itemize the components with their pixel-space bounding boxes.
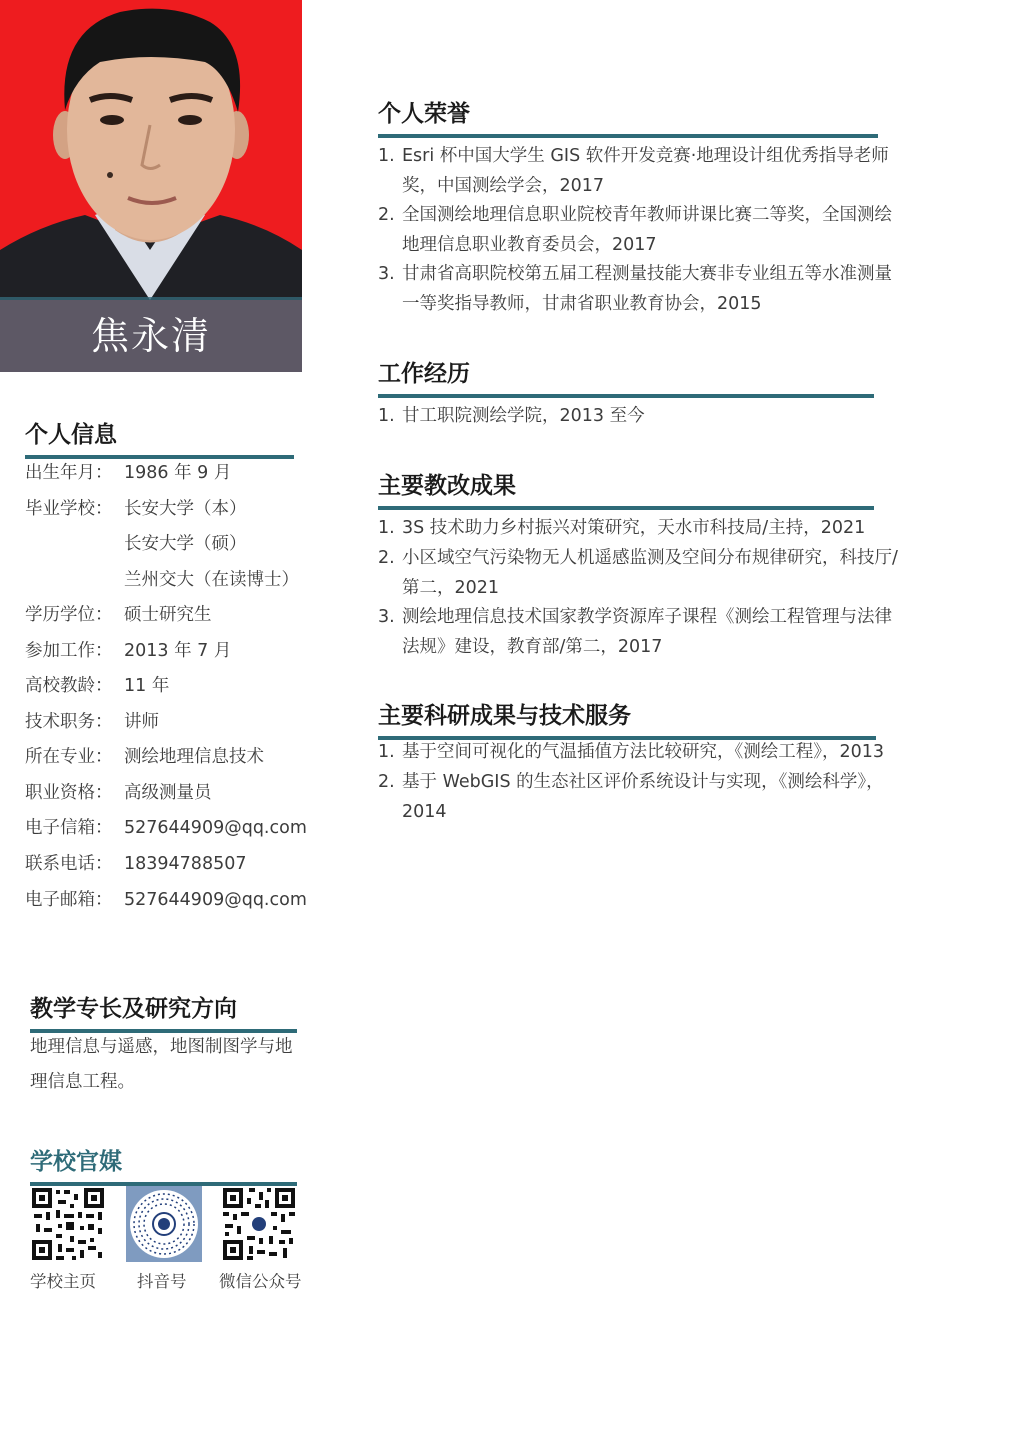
info-label: 毕业学校： — [25, 499, 113, 519]
list-text: Esri 杯中国大学生 GIS 软件开发竞赛·地理设计组优秀指导老师奖，中国测绘学会，2017 — [402, 146, 889, 196]
list-text: 甘肃省高职院校第五届工程测量技能大赛非专业组五等水准测量一等奖指导教师，甘肃省职业教育协会，2015 — [402, 264, 892, 314]
list-item — [378, 260, 908, 319]
info-value: 1986 年 9 月 — [124, 463, 232, 483]
list-item — [378, 402, 908, 432]
list-number: 1. — [378, 742, 395, 762]
info-row — [25, 707, 159, 737]
info-row — [25, 778, 212, 808]
info-value: 2013 年 7 月 — [124, 641, 232, 661]
teaching-text: 地理信息与遥感，地图制图学与地理信息工程。 — [30, 1037, 293, 1092]
info-value: 讲师 — [124, 712, 159, 732]
list-item — [378, 603, 908, 662]
list-text: 基于 WebGIS 的生态社区评价系统设计与实现，《测绘科学》，2014 — [402, 772, 884, 822]
phone-value[interactable]: 18394788507 — [124, 854, 247, 874]
list-number: 1. — [378, 406, 395, 426]
list-text: 3S 技术助力乡村振兴对策研究，天水市科技局/主持，2021 — [402, 518, 866, 538]
personal-info-heading: 个人信息 — [25, 416, 294, 459]
info-label: 高校教龄： — [25, 676, 113, 696]
info-value: 高级测量员 — [124, 783, 212, 803]
list-item — [378, 738, 908, 768]
info-row — [25, 494, 247, 524]
qr-caption: 学校主页 — [30, 1272, 96, 1291]
info-value: 长安大学（硕） — [124, 534, 247, 554]
work-heading: 工作经历 — [378, 355, 874, 398]
list-number: 3. — [378, 264, 395, 284]
info-row — [25, 529, 247, 559]
info-value: 测绘地理信息技术 — [124, 747, 264, 767]
list-text: 全国测绘地理信息职业院校青年教师讲课比赛二等奖，全国测绘地理信息职业教育委员会，2017 — [402, 205, 892, 255]
info-label: 出生年月： — [25, 463, 113, 483]
list-text: 基于空间可视化的气温插值方法比较研究，《测绘工程》，2013 — [402, 742, 885, 762]
info-label: 技术职务： — [25, 712, 113, 732]
info-label: 职业资格： — [25, 783, 113, 803]
list-number: 1. — [378, 146, 395, 166]
research-heading: 主要科研成果与技术服务 — [378, 697, 876, 740]
info-row — [25, 742, 264, 772]
qr-code-icon[interactable] — [221, 1186, 297, 1262]
info-label: 电子信箱： — [25, 818, 113, 838]
list-text: 测绘地理信息技术国家教学资源库子课程《测绘工程管理与法律法规》建设，教育部/第二，2017 — [402, 607, 892, 657]
info-row — [25, 600, 212, 630]
teaching-reform-heading: 主要教改成果 — [378, 467, 874, 510]
list-item — [378, 768, 908, 827]
list-number: 1. — [378, 518, 395, 538]
info-value: 兰州交大（在读博士） — [124, 570, 299, 590]
list-text: 小区域空气污染物无人机遥感监测及空间分布规律研究，科技厅/第二，2021 — [402, 548, 898, 598]
list-item — [378, 201, 908, 260]
info-row — [25, 849, 246, 879]
info-label: 学历学位： — [25, 605, 113, 625]
list-number: 3. — [378, 607, 395, 627]
info-label: 参加工作： — [25, 641, 113, 661]
media-heading: 学校官媒 — [30, 1143, 297, 1186]
info-label: 电子邮箱： — [25, 890, 113, 910]
list-number: 2. — [378, 205, 395, 225]
info-value: 11 年 — [124, 676, 170, 696]
info-value: 硕士研究生 — [124, 605, 212, 625]
mini-program-code-icon[interactable] — [126, 1186, 202, 1262]
honors-heading: 个人荣誉 — [378, 95, 878, 138]
info-row — [25, 671, 169, 701]
list-item — [378, 544, 908, 603]
info-row — [25, 458, 231, 488]
info-row — [25, 565, 299, 595]
qr-caption: 微信公众号 — [219, 1272, 302, 1291]
qr-caption: 抖音号 — [137, 1272, 187, 1291]
email-value[interactable]: 527644909@qq.com — [124, 818, 307, 838]
list-number: 2. — [378, 772, 395, 792]
list-item — [378, 142, 908, 201]
qr-code-icon[interactable] — [30, 1186, 106, 1262]
teaching-heading: 教学专长及研究方向 — [30, 990, 297, 1033]
list-text: 甘工职院测绘学院，2013 至今 — [402, 406, 645, 426]
info-value: 长安大学（本） — [124, 499, 247, 519]
list-item — [378, 514, 908, 544]
person-name: 焦永清 — [90, 314, 211, 358]
list-number: 2. — [378, 548, 395, 568]
info-label: 联系电话： — [25, 854, 113, 874]
info-row — [25, 636, 231, 666]
email-value[interactable]: 527644909@qq.com — [124, 890, 307, 910]
info-row — [25, 885, 307, 915]
info-label: 所在专业： — [25, 747, 113, 767]
info-row — [25, 813, 307, 843]
